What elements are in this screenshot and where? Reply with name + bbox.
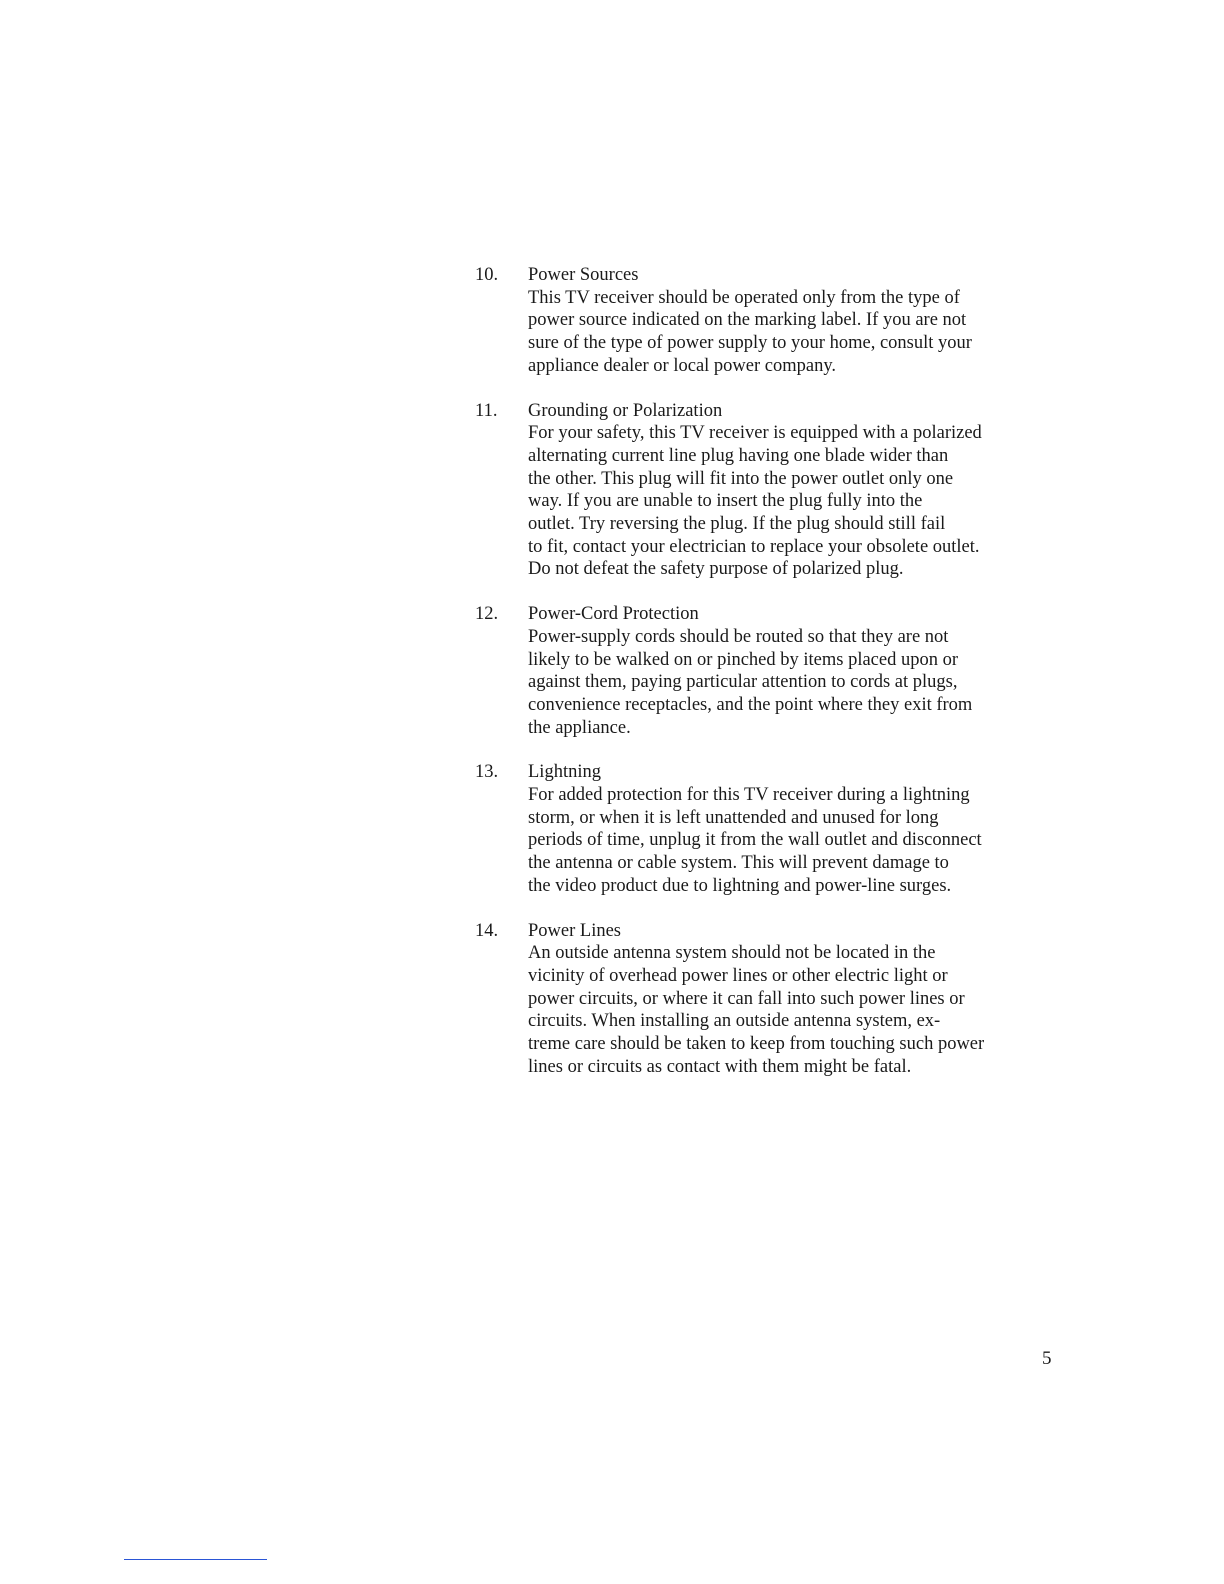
- text-line: An outside antenna system should not be located in the: [528, 943, 936, 964]
- safety-instructions-list: [475, 264, 1075, 1101]
- section-title: Power Lines: [528, 920, 621, 941]
- text-line: lines or circuits as contact with them might be fatal.: [528, 1056, 912, 1077]
- text-line: way. If you are unable to insert the plug fully into the: [528, 491, 923, 512]
- text-line: storm, or when it is left unattended and unused for long: [528, 807, 939, 828]
- text-line: periods of time, unplug it from the wall outlet and disconnect: [528, 830, 982, 851]
- section-title: Grounding or Polarization: [528, 400, 723, 421]
- text-line: sure of the type of power supply to your home, consult your: [528, 333, 972, 354]
- text-line: the video product due to lightning and power-line surges.: [528, 875, 952, 896]
- text-line: to fit, contact your electrician to replace your obsolete outlet.: [528, 536, 980, 557]
- page-number: 5: [1042, 1348, 1052, 1369]
- section-title: Power Sources: [528, 265, 639, 285]
- text-line: against them, paying particular attention to cords at plugs,: [528, 672, 958, 693]
- section-title: Lightning: [528, 762, 601, 783]
- text-line: the appliance.: [528, 717, 631, 738]
- text-line: For added protection for this TV receiver during a lightning: [528, 785, 970, 806]
- text-line: This TV receiver should be operated only from the type of: [528, 287, 960, 308]
- section-number: 12.: [475, 604, 499, 625]
- text-line: power source indicated on the marking label. If you are not: [528, 310, 967, 331]
- section-title: Power-Cord Protection: [528, 604, 699, 625]
- footer-rule: [124, 1559, 267, 1560]
- section-grounding-polarization: [475, 400, 1075, 582]
- section-power-sources: [475, 264, 1075, 378]
- text-line: vicinity of overhead power lines or other electric light or: [528, 965, 948, 986]
- text-line: convenience receptacles, and the point where they exit from: [528, 694, 973, 715]
- text-line: alternating current line plug having one blade wider than: [528, 445, 949, 466]
- text-line: the antenna or cable system. This will prevent damage to: [528, 853, 949, 874]
- section-lightning: [475, 761, 1075, 897]
- section-number: 13.: [475, 762, 499, 783]
- section-number: 11.: [475, 400, 498, 421]
- text-line: the other. This plug will fit into the power outlet only one: [528, 468, 954, 489]
- text-line: Power-supply cords should be routed so that they are not: [528, 626, 949, 647]
- text-line: appliance dealer or local power company.: [528, 355, 837, 376]
- section-power-lines: [475, 920, 1075, 1079]
- section-body: [528, 920, 1075, 1079]
- text-line: circuits. When installing an outside antenna system, ex-: [528, 1011, 941, 1032]
- text-line: Do not defeat the safety purpose of polarized plug.: [528, 559, 904, 580]
- section-number: 14.: [475, 920, 499, 941]
- section-number: 10.: [475, 265, 499, 285]
- section-body: [528, 400, 1075, 582]
- text-line: power circuits, or where it can fall into such power lines or: [528, 988, 965, 1009]
- text-line: outlet. Try reversing the plug. If the plug should still fail: [528, 514, 946, 535]
- section-power-cord-protection: [475, 603, 1075, 739]
- section-body: [528, 264, 1075, 378]
- text-line: likely to be walked on or pinched by items placed upon or: [528, 649, 959, 670]
- section-body: [528, 603, 1075, 739]
- text-line: For your safety, this TV receiver is equipped with a polarized: [528, 423, 982, 444]
- text-line: treme care should be taken to keep from touching such power: [528, 1034, 985, 1055]
- section-body: [528, 761, 1075, 897]
